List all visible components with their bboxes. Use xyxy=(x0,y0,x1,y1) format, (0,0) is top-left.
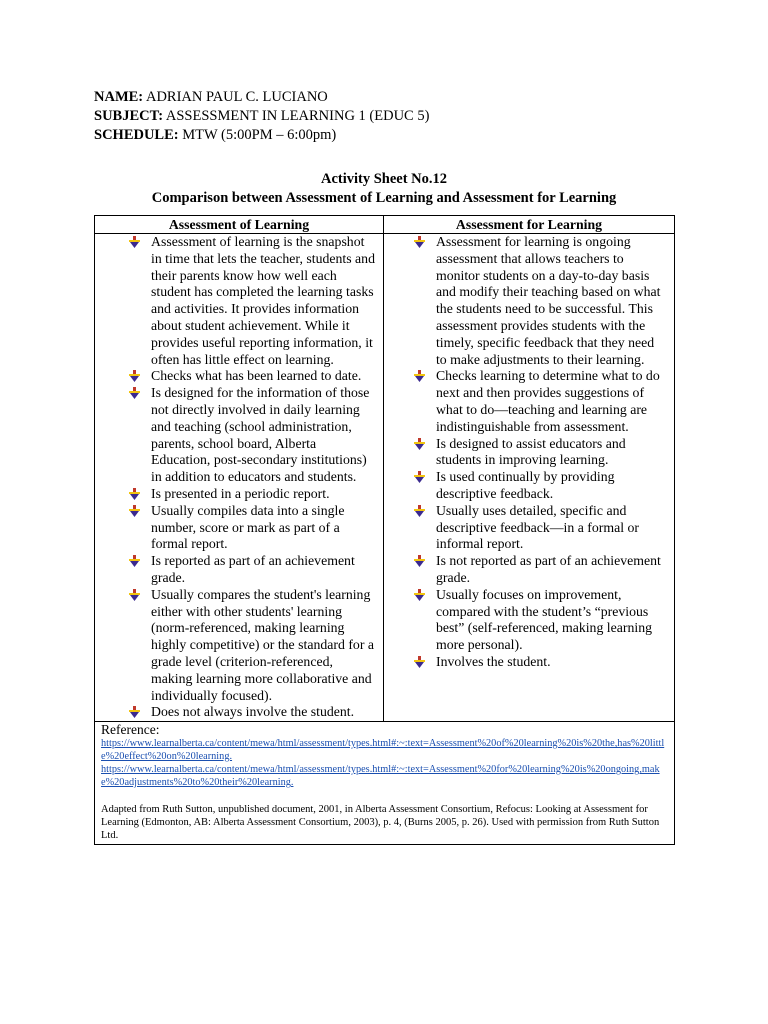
assessment-of-learning-list xyxy=(95,234,383,721)
arrow-down-bullet-icon xyxy=(129,387,140,399)
assessment-of-learning-item-text: Checks what has been learned to date. xyxy=(151,368,362,384)
assessment-for-learning-item xyxy=(384,234,674,368)
assessment-of-learning-item-text: Does not always involve the student. xyxy=(151,704,355,720)
schedule-line xyxy=(94,126,429,145)
arrow-down-bullet-icon xyxy=(129,488,140,500)
assessment-of-learning-item xyxy=(95,587,383,705)
assessment-of-learning-item-text: Assessment of learning is the snapshot in time that lets the teacher, students and their parents know how well each student has completed the learning tasks and activities. It provides information about student achievement. While it provides useful reporting information, it often has little effect on learning. xyxy=(151,234,375,367)
assessment-of-learning-item xyxy=(95,553,383,587)
assessment-of-learning-item-text: Is designed for the information of those not directly involved in daily learning and teaching (school administration, parents, school board, Alberta Education, post-secondary institutions) in addition to educators and students. xyxy=(151,385,370,485)
arrow-down-bullet-icon xyxy=(129,706,140,718)
table-header-row xyxy=(95,216,675,234)
assessment-for-learning-item-text: Usually uses detailed, specific and descriptive feedback—in a formal or informal report. xyxy=(435,502,640,552)
subject-label: SUBJECT: xyxy=(94,108,164,124)
arrow-down-bullet-icon xyxy=(414,236,425,248)
name-value: ADRIAN PAUL C. LUCIANO xyxy=(145,89,328,105)
arrow-down-bullet-icon xyxy=(414,656,425,668)
arrow-down-bullet-icon xyxy=(129,236,140,248)
name-label: NAME: xyxy=(94,89,144,105)
assessment-for-learning-item xyxy=(384,553,674,587)
assessment-of-learning-item-text: Is reported as part of an achievement grade. xyxy=(151,553,355,585)
reference-cell xyxy=(95,722,675,845)
assessment-for-learning-item-text: Involves the student. xyxy=(435,653,551,669)
assessment-of-learning-item xyxy=(95,486,383,503)
comparison-table xyxy=(94,215,675,845)
assessment-of-learning-item xyxy=(95,234,383,368)
assessment-of-learning-item-text: Usually compares the student's learning either with other students' learning (norm-referenced, making learning highly competitive) or the standard for a grade level (criterion-referenced, making learning more collaborative and individually focused). xyxy=(151,586,374,703)
assessment-for-learning-item-text: Usually focuses on improvement, compared with the student’s “previous best” (self-referenced, making learning more personal). xyxy=(435,586,653,653)
table-body-row xyxy=(95,234,675,722)
subject-value: ASSESSMENT IN LEARNING 1 (EDUC 5) xyxy=(165,108,430,124)
name-line xyxy=(94,88,429,107)
arrow-down-bullet-icon xyxy=(414,438,425,450)
col-b-header: Assessment for Learning xyxy=(383,216,674,234)
reference-note: Adapted from Ruth Sutton, unpublished document, 2001, in Alberta Assessment Consortium, Refocus: Looking at Assessment for Learning (Edmonton, AB: Alberta Assessment Consortium, 2003), p. 4, (Burns 2005, p. 26). Used with permission from Ruth Sutton Ltd. xyxy=(101,804,660,842)
arrow-down-bullet-icon xyxy=(414,555,425,567)
schedule-label: SCHEDULE: xyxy=(94,127,179,143)
assessment-of-learning-item-text: Is presented in a periodic report. xyxy=(151,485,330,501)
assessment-of-learning-item xyxy=(95,704,383,721)
arrow-down-bullet-icon xyxy=(414,505,425,517)
assessment-for-learning-list xyxy=(384,234,674,671)
assessment-for-learning-item xyxy=(384,503,674,553)
arrow-down-bullet-icon xyxy=(414,471,425,483)
arrow-down-bullet-icon xyxy=(414,370,425,382)
assessment-for-learning-item-text: Checks learning to determine what to do next and then provides suggestions of what to do—teaching and learning are indistinguishable from assessment. xyxy=(435,368,660,434)
document-title xyxy=(0,170,768,208)
reference-row xyxy=(95,722,675,845)
arrow-down-bullet-icon xyxy=(129,370,140,382)
assessment-for-learning-item-text: Assessment for learning is ongoing assessment that allows teachers to monitor students on a day-to-day basis and modify their teaching based on what the students need to be successful. This assessment provides students with the timely, specific feedback that they need to make adjustments to their learning. xyxy=(435,234,661,367)
assessment-for-learning-item xyxy=(384,436,674,470)
assessment-for-learning-item-text: Is not reported as part of an achievement grade. xyxy=(435,553,661,585)
assessment-for-learning-item xyxy=(384,654,674,671)
assessment-for-learning-item xyxy=(384,469,674,503)
col-a-cell xyxy=(95,234,384,722)
reference-link-2[interactable]: https://www.learnalberta.ca/content/mewa/html/assessment/types.html#:~:text=Assessment%20for%20learning%20is%20ongoing,make%20adjustments%20to%20their%20learning. xyxy=(101,764,660,789)
arrow-down-bullet-icon xyxy=(129,505,140,517)
assessment-for-learning-item xyxy=(384,368,674,435)
assessment-of-learning-item xyxy=(95,503,383,553)
assessment-of-learning-item xyxy=(95,368,383,385)
col-a-header: Assessment of Learning xyxy=(95,216,384,234)
assessment-of-learning-item xyxy=(95,385,383,486)
subject-line xyxy=(94,107,429,126)
student-info xyxy=(94,88,429,145)
assessment-for-learning-item-text: Is used continually by providing descriptive feedback. xyxy=(435,469,615,501)
reference-label: Reference: xyxy=(101,722,160,738)
activity-title: Activity Sheet No.12 xyxy=(320,171,448,187)
assessment-of-learning-item-text: Usually compiles data into a single number, score or mark as part of a formal report. xyxy=(151,502,345,552)
reference-link-1[interactable]: https://www.learnalberta.ca/content/mewa/html/assessment/types.html#:~:text=Assessment%20of%20learning%20is%20the,has%20little%20effect%20on%20learning. xyxy=(101,738,665,763)
assessment-for-learning-item xyxy=(384,587,674,654)
comparison-title: Comparison between Assessment of Learning and Assessment for Learning xyxy=(151,190,617,206)
assessment-for-learning-item-text: Is designed to assist educators and students in improving learning. xyxy=(435,435,626,468)
arrow-down-bullet-icon xyxy=(414,589,425,601)
schedule-value: MTW (5:00PM – 6:00pm) xyxy=(182,127,337,143)
arrow-down-bullet-icon xyxy=(129,589,140,601)
col-b-cell xyxy=(383,234,674,722)
arrow-down-bullet-icon xyxy=(129,555,140,567)
